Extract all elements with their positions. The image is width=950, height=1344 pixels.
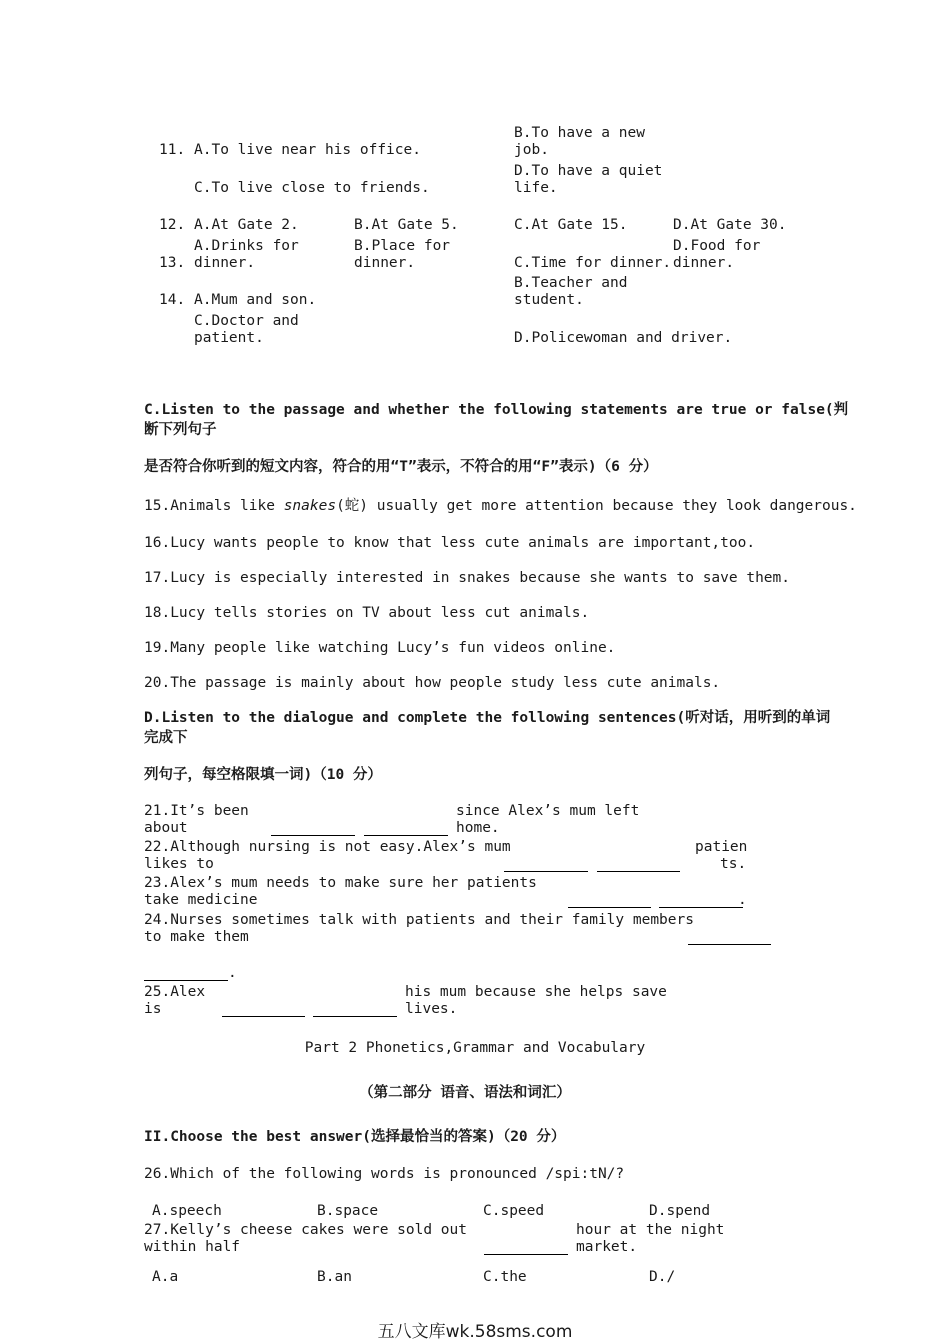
q13-option-c: C.Time for dinner.: [514, 255, 672, 271]
q24-blank-2[interactable]: [144, 980, 228, 981]
q11-option-d-line2: life.: [514, 180, 558, 196]
section-c-heading-line2: 断下列句子: [144, 422, 217, 438]
q12-option-b: B.At Gate 5.: [354, 217, 459, 233]
q27-text-a: 27.Kelly’s cheese cakes were sold out: [144, 1222, 468, 1238]
q11-number: 11.: [159, 142, 186, 158]
q21-blank-2[interactable]: [364, 835, 448, 836]
q25-text-b: is: [144, 1001, 162, 1017]
footer-watermark: 五八文库wk.58sms.com: [377, 1322, 573, 1342]
section-d-heading-line1: D.Listen to the dialogue and complete the following sentences(听对话，用听到的单词: [144, 710, 831, 726]
q12-option-c: C.At Gate 15.: [514, 217, 628, 233]
q22-text-b: likes to: [144, 856, 214, 872]
q22-text-a: 22.Although nursing is not easy.Alex’s mum: [144, 839, 511, 855]
q14-option-c-line2: patient.: [194, 330, 264, 346]
q11-option-c: C.To live close to friends.: [194, 180, 430, 196]
q21-blank-1[interactable]: [271, 835, 355, 836]
q26-question: 26.Which of the following words is pronounced /spi:tN/?: [144, 1166, 625, 1182]
q27-option-b: B.an: [317, 1269, 352, 1285]
q25-blank-2[interactable]: [313, 1016, 397, 1017]
q22-blank-1[interactable]: [504, 871, 588, 872]
q25-text-d: lives.: [405, 1001, 458, 1017]
q14-option-b-line1: B.Teacher and: [514, 275, 628, 291]
q13-option-b-line1: B.Place for: [354, 238, 451, 254]
q12-option-a: A.At Gate 2.: [194, 217, 299, 233]
q13-option-d-line1: D.Food for: [673, 238, 761, 254]
q13-option-d-line2: dinner.: [673, 255, 735, 271]
q14-option-b-line2: student.: [514, 292, 584, 308]
q26-option-b: B.space: [317, 1203, 379, 1219]
q27-blank[interactable]: [484, 1254, 568, 1255]
statement-18: 18.Lucy tells stories on TV about less cut animals.: [144, 605, 590, 621]
q23-blank-2[interactable]: [659, 907, 743, 908]
q14-number: 14.: [159, 292, 186, 308]
q25-text-c: his mum because she helps save: [405, 984, 667, 1000]
q13-option-b-line2: dinner.: [354, 255, 416, 271]
q12-number: 12.: [159, 217, 186, 233]
q27-text-d: market.: [576, 1239, 638, 1255]
q13-number: 13.: [159, 255, 186, 271]
q22-text-c: patien: [695, 839, 748, 855]
q23-period: .: [738, 892, 747, 908]
q11-option-b-line2: job.: [514, 142, 549, 158]
q11-option-a: A.To live near his office.: [194, 142, 421, 158]
q25-text-a: 25.Alex: [144, 984, 206, 1000]
q13-option-a-line2: dinner.: [194, 255, 256, 271]
q24-text-a: 24.Nurses sometimes talk with patients and their family members: [144, 912, 694, 928]
q21-text-b: about: [144, 820, 188, 836]
snakes-word: snakes: [283, 498, 337, 514]
q24-blank-1[interactable]: [688, 944, 771, 945]
q14-option-d: D.Policewoman and driver.: [514, 330, 733, 346]
q14-option-c-line1: C.Doctor and: [194, 313, 299, 329]
q21-text-d: home.: [456, 820, 500, 836]
q23-text-a: 23.Alex’s mum needs to make sure her patients: [144, 875, 537, 891]
q27-option-c: C.the: [483, 1269, 527, 1285]
q21-text-c: since Alex’s mum left: [456, 803, 640, 819]
q26-option-c: C.speed: [483, 1203, 545, 1219]
q23-blank-1[interactable]: [568, 907, 651, 908]
q26-option-d: D.spend: [649, 1203, 711, 1219]
section-d-heading-line2: 完成下: [144, 730, 188, 746]
q11-option-b-line1: B.To have a new: [514, 125, 645, 141]
q22-blank-2[interactable]: [597, 871, 680, 872]
q26-option-a: A.speech: [152, 1203, 222, 1219]
q27-option-a: A.a: [152, 1269, 179, 1285]
statement-19: 19.Many people like watching Lucy’s fun videos online.: [144, 640, 616, 656]
q21-text-a: 21.It’s been: [144, 803, 249, 819]
section-c-heading-line3: 是否符合你听到的短文内容，符合的用“T”表示，不符合的用“F”表示)（6 分）: [144, 459, 658, 475]
q24-text-b: to make them: [144, 929, 249, 945]
q24-period: .: [228, 965, 237, 981]
q27-option-d: D./: [649, 1269, 676, 1285]
q13-option-a-line1: A.Drinks for: [194, 238, 299, 254]
statement-17: 17.Lucy is especially interested in snakes because she wants to save them.: [144, 570, 791, 586]
section-ii-heading: II.Choose the best answer(选择最恰当的答案)（20 分）: [144, 1129, 566, 1145]
statement-16: 16.Lucy wants people to know that less cute animals are important,too.: [144, 535, 756, 551]
statement-20: 20.The passage is mainly about how people study less cute animals.: [144, 675, 721, 691]
q11-option-d-line1: D.To have a quiet: [514, 163, 663, 179]
q25-blank-1[interactable]: [222, 1016, 305, 1017]
q14-option-a: A.Mum and son.: [194, 292, 317, 308]
q27-text-c: hour at the night: [576, 1222, 725, 1238]
q27-text-b: within half: [144, 1239, 241, 1255]
section-c-heading-line1: C.Listen to the passage and whether the following statements are true or false(判: [144, 402, 849, 418]
q12-option-d: D.At Gate 30.: [673, 217, 787, 233]
q23-text-b: take medicine: [144, 892, 258, 908]
part2-subtitle: （第二部分 语音、语法和词汇）: [359, 1085, 571, 1101]
statement-15: 15.Animals like snakes(蛇) usually get more attention because they look dangerous.: [144, 498, 857, 514]
q22-text-d: ts.: [720, 856, 747, 872]
part2-title: Part 2 Phonetics,Grammar and Vocabulary: [304, 1040, 646, 1056]
section-d-heading-line3: 列句子，每空格限填一词)（10 分）: [144, 767, 382, 783]
